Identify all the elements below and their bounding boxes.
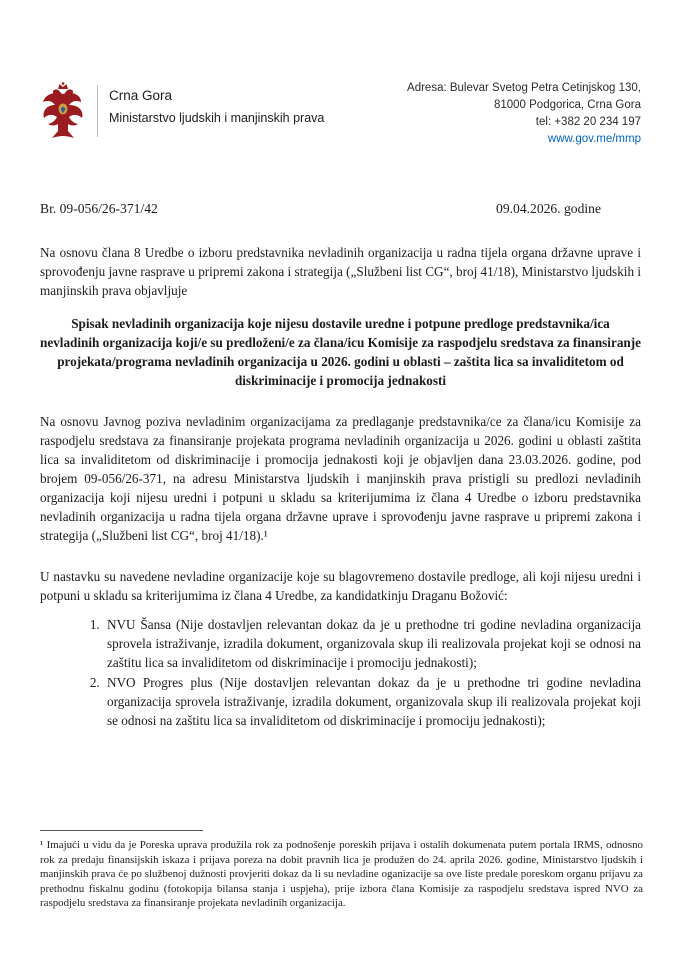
address-block xyxy=(407,80,641,148)
website-link[interactable]: www.gov.me/mmp xyxy=(547,133,641,145)
phone-line: tel: +382 20 234 197 xyxy=(535,116,641,128)
document-title: Spisak nevladinih organizacija koje nijesu dostavile uredne i potpune predloge predstavnika/ica nevladinih organizacija koji/e su predloženi/e za člana/icu Komisije za raspodjelu sredstava za finansiranje projekata/programa nevladinih organizacija u 2026. godini u oblasti – zaštita lica sa invaliditetom od diskriminacije i promocija jednakosti xyxy=(40,316,641,388)
list-item-ngo-2: 2. NVO Progres plus (Nije dostavljen relevantan dokaz da je u prethodne tri godine nevladina organizacija sprovela istraživanje, izradila dokument, organizovala skup ili realizovala projekat koji se odnosi na zaštitu lica sa invaliditetom od diskriminacije i promociju jednakosti); xyxy=(103,673,641,730)
coat-of-arms-icon xyxy=(40,82,86,145)
document-number: Br. 09-056/26-371/42 xyxy=(40,201,158,216)
meta-row xyxy=(40,201,641,217)
org-titles xyxy=(109,88,324,125)
ministry-name: Ministarstvo ljudskih i manjinskih prava xyxy=(109,111,325,125)
rejected-ngo-list xyxy=(40,615,641,730)
footnote-block xyxy=(40,830,643,911)
document-date: 09.04.2026. godine xyxy=(496,201,601,216)
letterhead xyxy=(40,82,641,148)
logo-block xyxy=(40,82,324,145)
logo-divider xyxy=(97,85,98,137)
address-line-1: Adresa: Bulevar Svetog Petra Cetinjskog 130, xyxy=(407,82,641,94)
country-name: Crna Gora xyxy=(109,88,173,103)
footnote-text: ¹ Imajući u vidu da je Poreska uprava produžila rok za podnošenje poreskih prijava i ostalih dokumenata putem portala IRMS, odnosno rok za predaju finansijskih iskaza i prijava poreza na dobit pravnih lica je produžen do 24. aprila 2026. godine, Ministarstvo ljudskih i manjinskih prava će po službenoj dužnosti provjeriti dokaz da li su nevladine oganizacije sa ove liste predale poreskom organu prijavu za prethodnu fiskalnu godinu (fotokopija bilansa stanja i uspjeha), prije izbora člana Komisije za raspodjelu sredstava ispred NVO za raspodjelu sredstava za finansiranje projekata nevladinih organizacija. xyxy=(40,839,643,910)
body-paragraph-basis: Na osnovu Javnog poziva nevladinim organizacijama za predlaganje predstavnika/ce za člana/icu Komisije za raspodjelu sredstava za finansiranje projekata programa nevladinih organizacija u 2026. godini u oblasti zaštita lica sa invaliditetom od diskriminacije i promocija jednakosti koji je objavljen dana 23.03.2026. godine, pod brojem 09-056/26-371, na adresu Ministarstva ljudskih i manjinskih prava pristigli su predlozi nevladinih organizacija koji nijesu uredni i potpuni u skladu sa kriterijumima iz člana 4 Uredbe o izboru predstavnika nevladinih organizacija u radna tijela organa državne uprave i sprovođenju javne rasprave u pripremi zakona i strategija („Službeni list CG“, broj 41/18).¹ xyxy=(40,414,641,543)
intro-paragraph: Na osnovu člana 8 Uredbe o izboru predstavnika nevladinih organizacija u radna tijela organa državne uprave i sprovođenju javne rasprave u pripremi zakona i strategija („Službeni list CG“, broj 41/18), Ministarstvo ljudskih i manjinskih prava objavljuje xyxy=(40,245,642,298)
list-item-ngo-1: 1. NVU Šansa (Nije dostavljen relevantan dokaz da je u prethodne tri godine nevladina organizacija sprovela istraživanje, izradila dokument, organizovala skup ili realizovala projekat koji se odnosi na zaštitu lica sa invaliditetom od diskriminacije i promociju jednakosti); xyxy=(103,615,641,672)
footnote-separator xyxy=(40,830,203,831)
body-paragraph-lead-in: U nastavku su navedene nevladine organizacije koje su blagovremeno dostavile predloge, ali koji nijesu uredni i potpuni u skladu sa kriterijumima iz člana 4 Uredbe, za kandidatkinju Draganu Božović: xyxy=(40,569,641,603)
address-line-2: 81000 Podgorica, Crna Gora xyxy=(493,99,641,111)
